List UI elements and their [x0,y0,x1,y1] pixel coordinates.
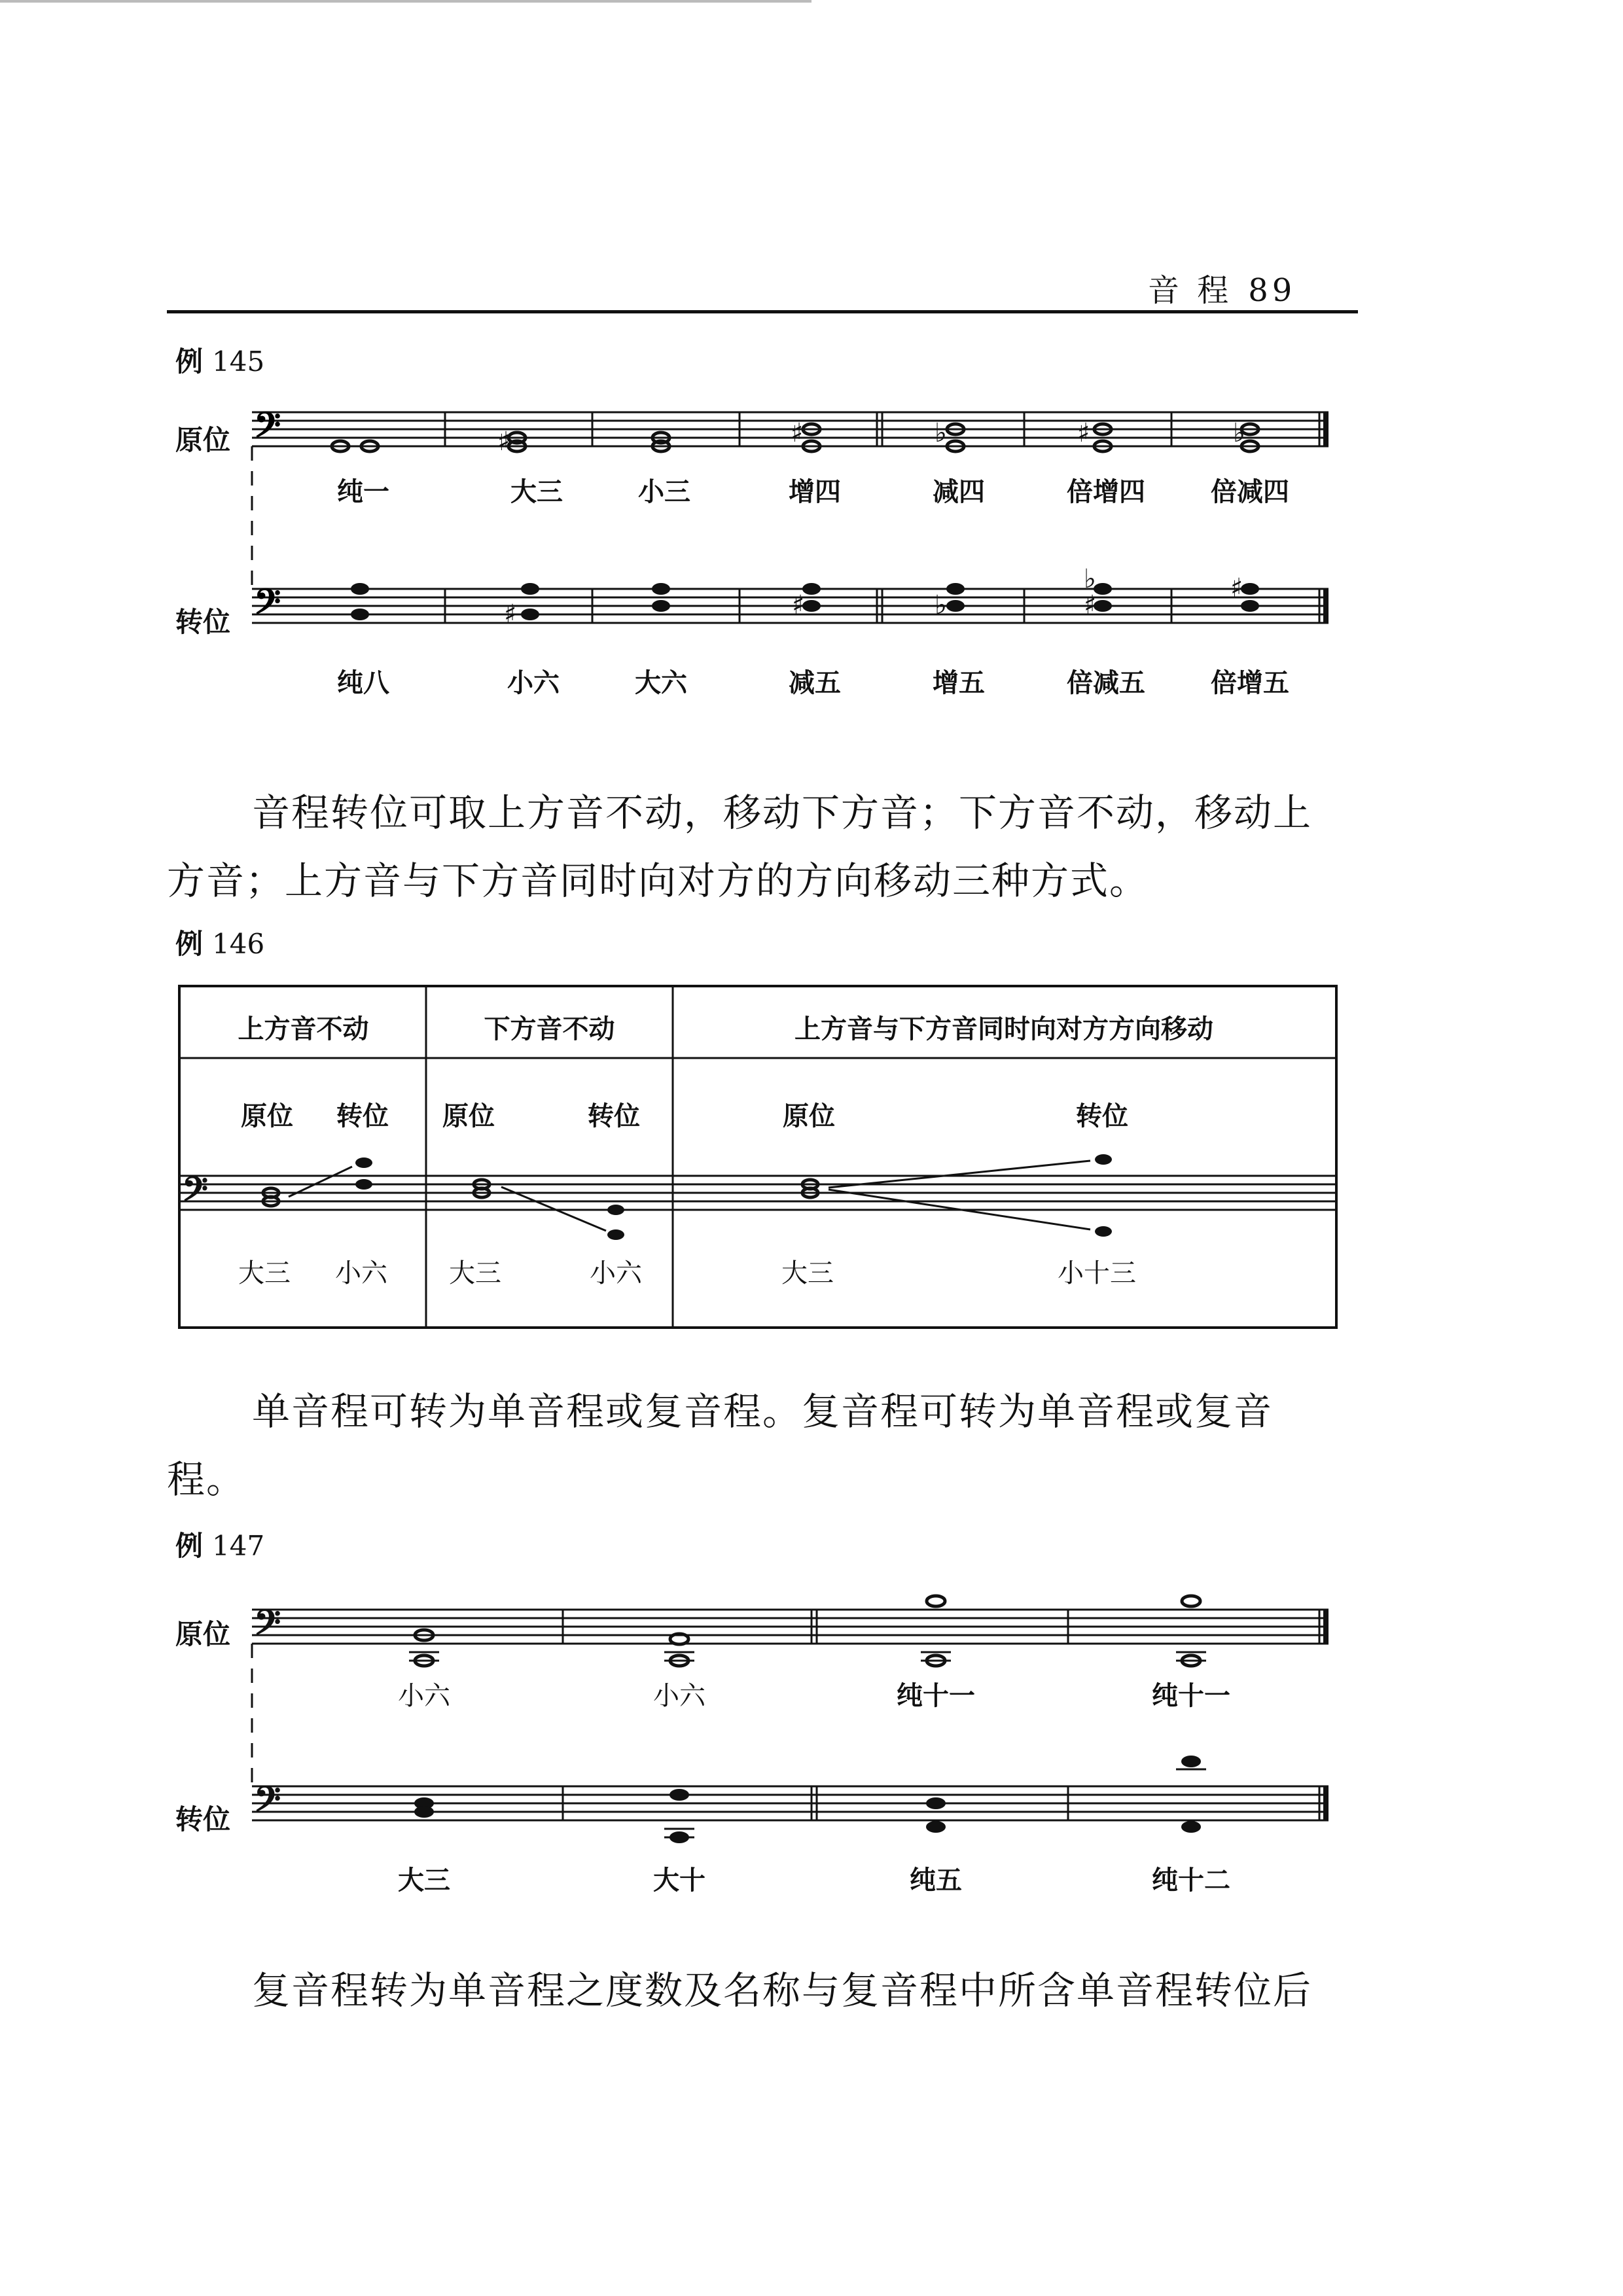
paragraph-line: 程。 [167,1457,246,1502]
paragraph-line: 复音程转为单音程之度数及名称与复音程中所含单音程转位后 [252,1968,1313,2013]
bass-clef-icon: 𝄢 [254,405,281,454]
top-edge-line [0,0,812,3]
paragraph-line: 单音程可转为单音程或复音程。复音程可转为单音程或复音 [252,1389,1274,1434]
example-word: 例 [175,928,204,960]
bass-clef-icon: 𝄢 [254,582,281,631]
ex147-top-name: 小六 [398,1681,450,1711]
ex147-score [242,1583,1342,1865]
ex146-name: 小六 [590,1258,642,1288]
ex147-bottom-name: 大十 [653,1865,705,1896]
sharp-icon: ♯ [792,590,805,620]
ex146-name: 小六 [335,1258,387,1288]
ex147-top-name: 纯十一 [1152,1680,1230,1711]
sharp-icon: ♯ [791,417,804,448]
ex145-barlines [445,412,1326,623]
ex146-original-label: 原位 [241,1101,293,1131]
ex147-bottom-name: 大三 [398,1865,450,1896]
sharp-icon: ♯ [504,599,517,629]
ex145-bottom-name: 增五 [933,667,985,698]
ex145-top-name: 大三 [510,476,563,507]
sharp-icon: ♯ [1084,590,1097,620]
example-number: 145 [212,345,265,378]
paragraph-simple-compound [167,1377,1358,1513]
ex145-bottom-name: 倍增五 [1211,667,1289,698]
page-number: 89 [1248,272,1296,309]
ex146-inverted-label: 转位 [588,1101,640,1131]
ex145-row-inverted: 转位 [175,606,231,638]
ex147-bottom-name: 纯十二 [1152,1865,1230,1896]
paragraph-line: 音程转位可取上方音不动，移动下方音；下方音不动，移动上 [252,790,1313,835]
ex146-name: 大三 [781,1258,834,1288]
ex145-top-name: 增四 [789,476,841,507]
flat-icon: ♭ [935,417,947,448]
ex146-table [178,985,1338,1329]
ex147-bottom-name: 纯五 [910,1865,962,1896]
flat-icon: ♭ [1233,417,1245,448]
header-rule [167,310,1358,313]
running-header [1132,265,1296,310]
ex145-bottom-name: 纯八 [337,667,389,698]
example-number: 147 [212,1530,265,1562]
bass-clef-icon: 𝄢 [182,1169,208,1217]
ex146-inverted-label: 转位 [1076,1101,1128,1131]
bass-clef-icon: 𝄢 [254,1602,281,1651]
ex147-top-notes [415,1596,1200,1666]
ex147-top-ledger-lines [409,1652,1206,1661]
bass-clef-icon: 𝄢 [254,1779,281,1828]
example-word: 例 [175,1530,204,1562]
paragraph-line: 方音；上方音与下方音同时向对方的方向移动三种方式。 [167,858,1149,903]
ex145-top-name: 减四 [933,476,985,507]
ex145-row-original: 原位 [175,424,231,456]
ex145-bottom-name: 减五 [789,667,841,698]
ex145-bottom-name: 大六 [635,667,687,698]
ex146-name: 大三 [238,1258,291,1288]
sharp-icon: ♯ [497,426,510,457]
ex147-bottom-notes [414,1756,1201,1843]
ex145-bottom-name: 小六 [507,667,560,698]
example-word: 例 [175,345,204,378]
ex147-row-inverted: 转位 [175,1803,231,1835]
example-147-label [175,1525,264,1564]
ex146-inverted-label: 转位 [336,1101,389,1131]
paragraph-compound-inversion [167,1956,1358,2024]
ex147-top-name: 小六 [653,1681,705,1711]
ex145-top-name: 纯一 [337,476,389,507]
flat-icon: ♭ [935,590,947,620]
flat-icon: ♭ [1084,563,1096,594]
sharp-icon: ♯ [1230,573,1243,603]
ex147-top-staff [252,1610,1329,1644]
ex145-top-name: 小三 [638,476,690,507]
ex145-score [242,393,1342,680]
double-sharp-icon: ♯ [1077,417,1090,448]
example-145-label [175,340,264,380]
ex147-top-name: 纯十一 [897,1680,975,1711]
ex146-header: 上方音不动 [238,1014,369,1044]
ex146-header: 下方音不动 [484,1014,615,1044]
header-title: 音 程 [1148,272,1233,309]
ex145-bottom-staff [252,589,1329,623]
ex147-barlines [563,1610,1326,1820]
ex146-name: 大三 [449,1258,501,1288]
example-number: 146 [212,928,265,960]
ex147-bottom-staff [252,1786,1329,1820]
ex146-name: 小十三 [1058,1258,1136,1288]
paragraph-inversion-methods [167,779,1358,915]
ex145-top-name: 倍减四 [1211,476,1289,507]
bass-clef-icon [254,405,281,631]
ex146-header: 上方音与下方音同时向对方方向移动 [794,1014,1213,1044]
ex146-original-label: 原位 [442,1101,495,1131]
ex145-bottom-name: 倍减五 [1067,667,1145,698]
ex147-row-original: 原位 [175,1618,231,1650]
ex146-original-label: 原位 [783,1101,835,1131]
ex146-staff [181,1176,1335,1210]
ex145-top-name: 倍增四 [1067,476,1145,507]
example-146-label [175,923,264,962]
